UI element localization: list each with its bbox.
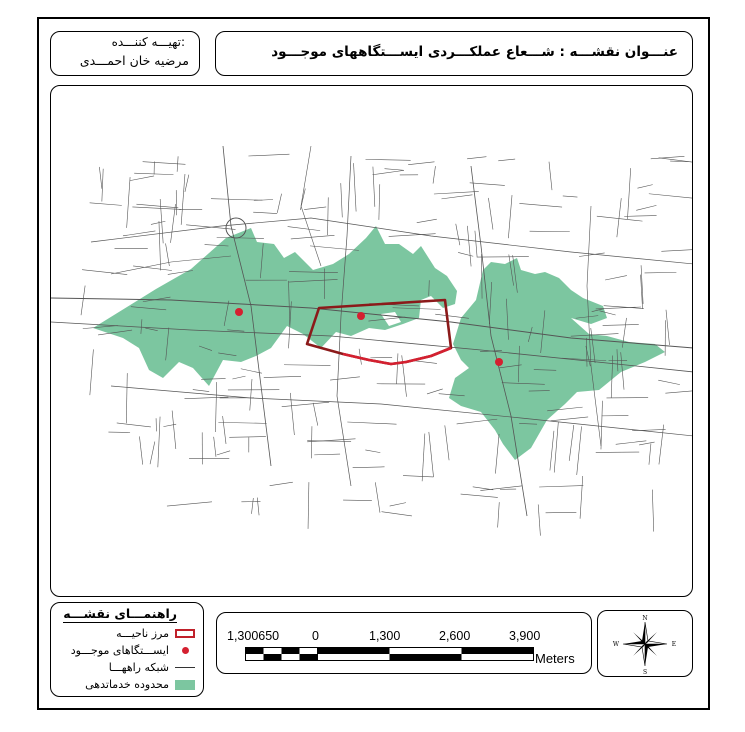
road-segment — [250, 379, 252, 411]
road-segment — [546, 512, 577, 513]
road-segment — [495, 434, 499, 474]
road-segment — [587, 206, 601, 446]
road-segment — [577, 426, 582, 475]
road-segment — [569, 425, 574, 461]
road-segment — [253, 212, 277, 213]
road-segment — [257, 498, 259, 516]
road-segment — [232, 376, 245, 379]
road-segment — [580, 476, 583, 519]
road-segment — [313, 403, 318, 426]
road-segment — [282, 402, 329, 407]
road-segment — [616, 441, 647, 444]
road-segment — [458, 252, 473, 256]
road-segment — [304, 207, 326, 210]
road-segment — [605, 276, 627, 280]
road-segment — [252, 498, 254, 514]
road-segment — [311, 426, 312, 458]
road-segment — [172, 411, 176, 449]
north-arrow-box — [597, 610, 693, 677]
road-segment — [480, 486, 522, 491]
road-segment — [551, 417, 589, 421]
district-boundary-swatch — [175, 629, 195, 638]
road-segment — [519, 203, 562, 207]
road-segment — [117, 423, 151, 427]
road-segment — [461, 494, 498, 497]
legend-box — [50, 602, 204, 697]
road-segment — [163, 424, 176, 426]
scale-bar — [245, 647, 545, 667]
legend-label: شبکه راههـــا — [108, 661, 169, 674]
road-segment — [264, 376, 301, 377]
road-segment — [661, 249, 693, 251]
road-segment — [639, 442, 654, 445]
road-segment — [550, 431, 554, 471]
station-point-center[interactable] — [357, 312, 365, 320]
map-canvas[interactable] — [51, 86, 693, 597]
road-segment — [139, 436, 142, 464]
road-segment — [649, 194, 693, 199]
road-segment — [270, 482, 293, 485]
road-segment — [530, 231, 570, 232]
road-segment — [467, 157, 486, 159]
scale-label-3900: 3,900 — [509, 629, 541, 643]
road-segment — [624, 216, 656, 217]
road-segment — [90, 203, 122, 206]
road-segment — [397, 353, 398, 384]
road-segment — [102, 169, 103, 202]
map-title: عنـــوان نقشـــه : شـــعاع عملکـــردی ایســـتگاههای موجـــود — [271, 44, 678, 60]
road-segment — [159, 221, 161, 270]
road-segment — [627, 168, 630, 219]
road-segment — [130, 176, 154, 181]
compass-south-label: S — [642, 669, 648, 676]
road-segment — [379, 184, 380, 220]
road-segment — [218, 422, 266, 423]
road-segment — [508, 195, 512, 238]
road-segment — [498, 159, 515, 161]
road-segment — [477, 257, 528, 258]
author-name: مرضیه خان احمـــدی — [79, 53, 189, 68]
road-segment — [341, 183, 343, 217]
road-segment — [90, 349, 94, 395]
road-segment — [390, 503, 406, 506]
road-segment — [217, 451, 230, 455]
legend-label: مرز ناحیـــه — [116, 627, 169, 640]
road-segment — [470, 183, 505, 186]
road-segment — [181, 174, 185, 225]
road-segment — [385, 169, 404, 171]
road-segment — [636, 205, 656, 210]
road-segment — [150, 442, 155, 465]
road-segment — [308, 482, 309, 529]
road-segment — [291, 235, 335, 239]
road-segment — [81, 286, 85, 316]
road-segment — [99, 167, 102, 189]
station-point-east[interactable] — [495, 358, 503, 366]
road-line-swatch — [175, 667, 195, 668]
road-segment — [467, 226, 471, 267]
road-segment — [310, 246, 359, 250]
road-segment — [284, 365, 330, 366]
road-segment — [651, 156, 685, 159]
scale-label-1300: 1,300 — [369, 629, 401, 643]
road-segment — [223, 416, 226, 444]
road-segment — [370, 357, 392, 358]
road-segment — [160, 199, 163, 243]
road-segment — [549, 162, 552, 190]
legend-item-stations — [71, 644, 195, 657]
road-segment — [408, 162, 434, 165]
road-segment — [373, 167, 375, 207]
road-segment — [403, 476, 433, 477]
service-area-swatch — [175, 680, 195, 690]
scale-label-zero: 0 — [312, 629, 319, 643]
road-segment — [538, 504, 540, 535]
road-segment — [456, 224, 460, 245]
road-segment — [248, 154, 289, 156]
road-segment — [354, 163, 357, 211]
author-label: :تهیـــه کننـــده — [111, 35, 185, 49]
compass-north-label: N — [642, 615, 648, 622]
road-segment — [475, 231, 477, 258]
road-segment — [539, 486, 583, 487]
scale-label-left: 1,300650 — [227, 629, 280, 643]
road-segment — [422, 434, 425, 482]
road-segment — [347, 422, 396, 424]
legend-item-roads — [109, 661, 195, 674]
road-segment — [171, 204, 176, 243]
road-segment — [151, 221, 165, 224]
road-segment — [328, 197, 329, 235]
road-segment — [382, 512, 412, 516]
road-segment — [288, 227, 321, 231]
road-segment — [429, 432, 434, 477]
scale-unit: Meters — [535, 651, 575, 666]
road-segment — [433, 166, 435, 184]
scale-bar-box — [216, 612, 592, 674]
compass-rose-icon — [598, 611, 694, 678]
road-segment — [211, 199, 262, 201]
road-segment — [597, 216, 643, 221]
road-segment — [277, 194, 281, 213]
road-segment — [498, 502, 500, 527]
road-segment — [215, 382, 216, 432]
road-segment — [554, 422, 558, 472]
road-segment — [645, 272, 677, 273]
legend-item-district — [116, 627, 195, 640]
road-segment — [126, 373, 127, 423]
road-segment — [665, 390, 693, 393]
road-segment — [343, 500, 372, 501]
road-segment — [330, 377, 360, 380]
road-segment — [229, 437, 266, 438]
road-segment — [185, 175, 189, 192]
road-segment — [193, 390, 209, 392]
compass-east-label: E — [671, 641, 677, 648]
road-segment — [441, 195, 472, 199]
road-segment — [617, 198, 621, 237]
scale-label-2600: 2,600 — [439, 629, 471, 643]
road-segment — [375, 482, 380, 512]
road-segment — [214, 437, 216, 457]
road-segment — [372, 170, 404, 174]
legend-item-service-area — [85, 678, 195, 691]
road-segment — [301, 146, 321, 266]
legend-label: محدوده خدماتدهی — [85, 678, 169, 691]
road-segment — [389, 234, 436, 237]
road-segment — [659, 425, 664, 465]
road-segment — [143, 162, 186, 165]
road-segment — [603, 324, 639, 325]
legend-title: راهنمـــای نقشـــه — [63, 606, 177, 621]
title-box — [215, 31, 693, 76]
road-segment — [417, 219, 437, 223]
road-segment — [365, 450, 380, 453]
road-segment — [353, 467, 385, 468]
road-segment — [290, 393, 294, 435]
map-frame[interactable] — [50, 85, 693, 597]
road-segment — [649, 444, 651, 465]
road-segment — [365, 159, 410, 160]
road-segment — [314, 454, 340, 455]
station-point-swatch — [175, 644, 195, 657]
author-box — [50, 31, 200, 76]
road-segment — [652, 490, 653, 532]
road-segment — [127, 177, 130, 228]
road-segment — [601, 401, 603, 450]
legend-label: ایســـتگاهای موجـــود — [70, 644, 169, 657]
road-segment — [666, 310, 669, 345]
compass-west-label: W — [612, 641, 620, 648]
road-segment — [434, 191, 479, 194]
road-segment — [658, 380, 680, 384]
road-segment — [167, 502, 212, 506]
road-segment — [488, 198, 493, 230]
road-segment — [111, 386, 693, 436]
road-segment — [637, 185, 652, 189]
road-segment — [563, 196, 578, 197]
road-segment — [427, 389, 443, 394]
road-segment — [300, 189, 305, 211]
station-point-west[interactable] — [235, 308, 243, 316]
road-segment — [445, 425, 449, 460]
road-segment — [123, 231, 155, 236]
road-segment — [158, 417, 160, 468]
